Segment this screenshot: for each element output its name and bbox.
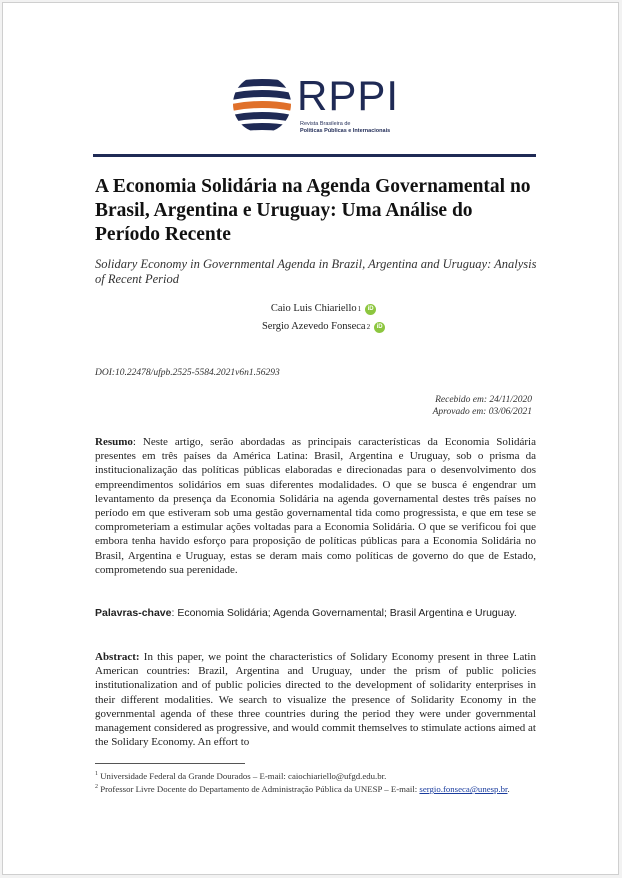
footnote-2: $^2$ Professor Livre Docente do Departamento de Administração Pública da UNESP – E-mail: sergio.fonseca@unesp.br. bbox=[95, 784, 510, 795]
resumo-text: : Neste artigo, serão abordadas as principais características da Economia Solidária presentes em três países da América Latina: Brasil, Argentina e Uruguay, sob o prisma da institucionalização das políticas públicas elaboradas e direcionadas para o desenvolvimento dos empreendimentos solidários em suas diferentes modalidades. O que se busca é engendrar um levantamento da presença da Economia Solidária na agenda governamental destes três países no período em que estiveram sob uma gestão governamental tida como progressista, e que em tese se comprometeriam a estimular ações voltadas para a Economia Solidária. O que se verificou foi que embora tenha havido esforço para proposição de políticas públicas para a Economia Solidária no Brasil, Argentina e Uruguay, estas se deram mais como políticas de governo do que de Estado, comprometendo sua perenidade. bbox=[95, 436, 536, 576]
keywords-text: : Economia Solidária; Agenda Governamental; Brasil Argentina e Uruguay. bbox=[171, 607, 517, 619]
footnote-1: $^1$ Universidade Federal da Grande Dourados – E-mail: caiochiariello@ufgd.edu.br. bbox=[95, 770, 387, 781]
resumo-label: Resumo bbox=[95, 436, 133, 448]
abstract-paragraph bbox=[95, 650, 536, 749]
author-name: Caio Luis Chiariello bbox=[270, 303, 357, 314]
article-subtitle: Solidary Economy in Governmental Agenda in Brazil, Argentina and Uruguay: Analysis of Recent Period bbox=[95, 257, 537, 286]
article-title: A Economia Solidária na Agenda Governamental no Brasil, Argentina e Uruguay: Uma Análise do Período Recente bbox=[95, 176, 531, 245]
approved-date: Aprovado em: 03/06/2021 bbox=[432, 407, 532, 417]
abstract-text: In this paper, we point the characteristics of Solidary Economy present in three Latin American countries: Brazil, Argentina and Uruguay, under the prism of public policies institutionalization and of public policies directed to the development of solidarity enterprises in their different modalities. We search to visualize the presence of Solidarity Economy in the governmental agenda of these three countries during the period they were under governmental management considered as progressive, and would commit themselves to stimulate actions aimed at the Solidary Economy. An effort to bbox=[95, 651, 536, 749]
footnote-ref: 2 bbox=[366, 323, 371, 331]
doi-link[interactable]: DOI:10.22478/ufpb.2525-5584.2021v6n1.56293 bbox=[95, 368, 280, 378]
article-page bbox=[2, 2, 619, 875]
resumo-paragraph bbox=[95, 435, 536, 577]
footnotes bbox=[95, 769, 536, 795]
footnote-ref: 1 bbox=[357, 305, 362, 313]
journal-logo-text: RPPI bbox=[297, 72, 400, 119]
orcid-icon[interactable]: iD bbox=[374, 322, 385, 333]
keywords-label: Palavras-chave bbox=[95, 607, 172, 619]
received-date: Recebido em: 24/11/2020 bbox=[435, 395, 532, 405]
globe-icon bbox=[231, 73, 293, 135]
journal-logo bbox=[231, 69, 411, 149]
footnote-rule bbox=[95, 763, 245, 764]
orcid-icon[interactable]: iD bbox=[365, 304, 376, 315]
email-link[interactable]: sergio.fonseca@unesp.br bbox=[419, 784, 508, 795]
author-list bbox=[3, 300, 620, 336]
author-name: Sergio Azevedo Fonseca bbox=[261, 321, 366, 332]
header-rule bbox=[93, 154, 536, 157]
author-2 bbox=[15, 318, 622, 336]
keywords-paragraph bbox=[95, 606, 536, 620]
submission-dates bbox=[433, 394, 532, 418]
journal-logo-subtitle: Revista Brasileira de Políticas Públicas e Internacionais bbox=[300, 121, 391, 134]
abstract-label: Abstract: bbox=[95, 651, 140, 663]
author-1 bbox=[15, 300, 622, 318]
